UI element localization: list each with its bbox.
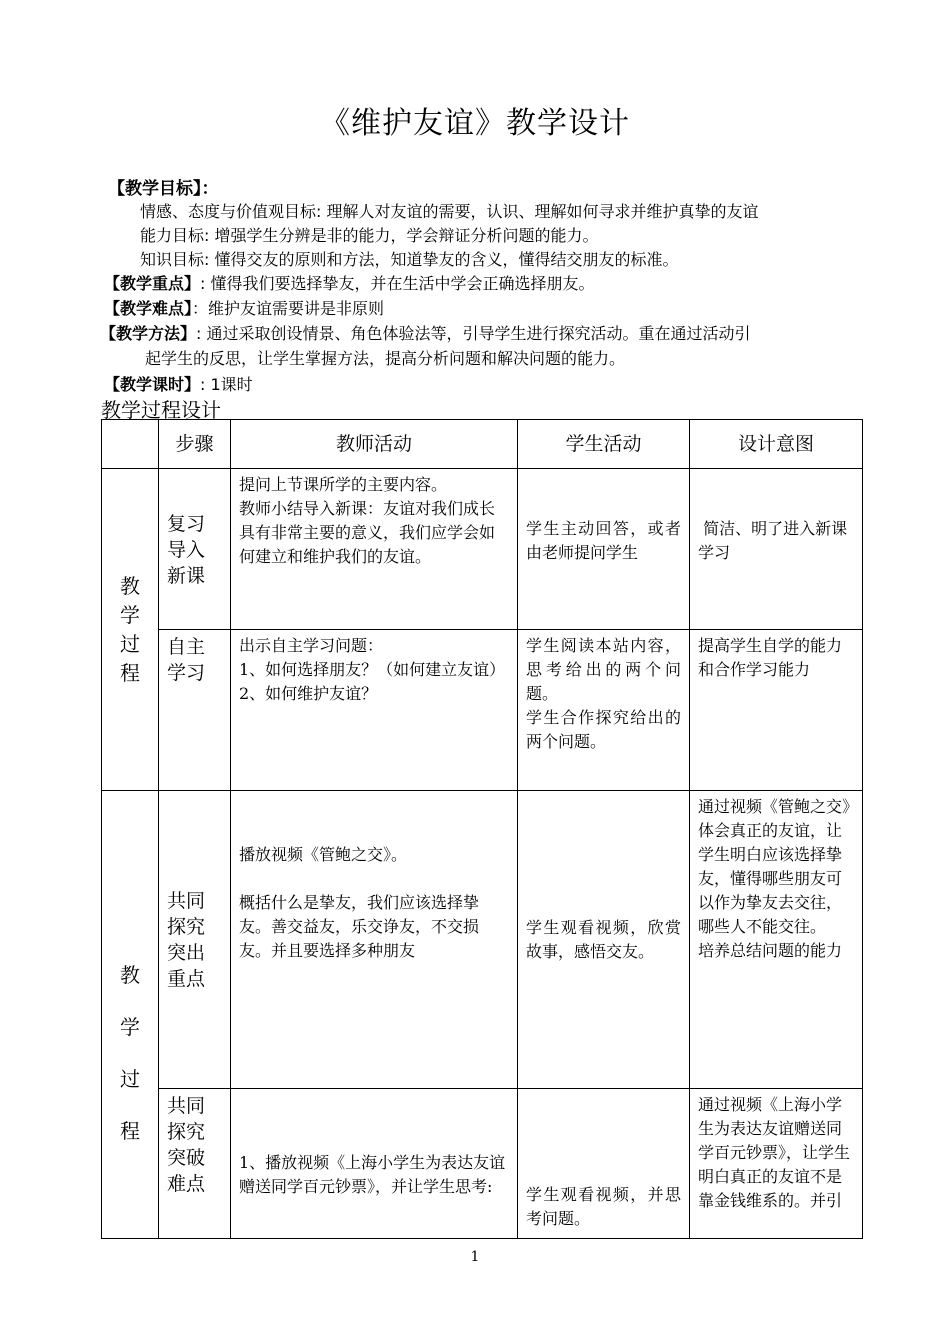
process-table	[101, 419, 863, 1239]
student-activity: 学生观看视频，欣赏故事，感悟交友。	[518, 791, 690, 1089]
method-line-1	[100, 321, 751, 344]
difficulty-label: 【教学难点】	[104, 299, 193, 318]
page-number: 1	[470, 1249, 480, 1265]
student-activity: 学生阅读本站内容，思考给出的两个问题。 学生合作探究给出的两个问题。	[518, 630, 690, 791]
key-point-text: : 懂得我们要选择挚友，并在生活中学会正确选择朋友。	[200, 274, 595, 293]
difficulty-text: ：维护友谊需要讲是非原则	[192, 299, 385, 318]
header-blank	[102, 420, 159, 469]
teacher-activity: 提问上节课所学的主要内容。 教师小结导入新课：友谊对我们成长具有非常主要的意义，我们应学会如何建立和维护我们的友谊。	[231, 469, 518, 630]
hours-text: : 1课时	[200, 375, 253, 394]
design-intent: 通过视频《上海小学生为表达友谊赠送同学百元钞票》，让学生明白真正的友谊不是靠金钱维系的。并引	[690, 1089, 863, 1239]
key-point-label: 【教学重点】	[104, 274, 201, 293]
design-intent: 通过视频《管鲍之交》体会真正的友谊，让学生明白应该选择挚友，懂得哪些朋友可以作为挚友去交往，哪些人不能交往。 培养总结问题的能力	[690, 791, 863, 1089]
objectives-heading-text: 【教学目标】：	[108, 179, 219, 199]
student-activity: 学生观看视频，并思考问题。	[518, 1089, 690, 1239]
method-label: 【教学方法】	[100, 324, 197, 343]
header-intent: 设计意图	[690, 420, 863, 469]
header-student: 学生活动	[518, 420, 690, 469]
stage-cell-b	[102, 791, 159, 1239]
objectives-heading	[108, 174, 219, 199]
teacher-activity: 1、播放视频《上海小学生为表达友谊 赠送同学百元钞票》，并让学生思考:	[231, 1089, 518, 1239]
step-cell: 复习导入新课	[159, 469, 231, 630]
process-title: 教学过程设计	[101, 398, 221, 422]
step-cell: 共同探究突破难点	[159, 1089, 231, 1239]
key-point-line	[104, 271, 595, 294]
table-header-row	[102, 420, 863, 469]
table-row	[102, 469, 863, 630]
table-row	[102, 630, 863, 791]
design-intent: 提高学生自学的能力和合作学习能力	[690, 630, 863, 791]
stage-label-b: 教学过程	[120, 962, 140, 1143]
table-row	[102, 1089, 863, 1239]
hours-line	[104, 372, 253, 395]
objective-emotion: 情感、态度与价值观目标: 理解人对友谊的需要，认识、理解如何寻求并维护真挚的友谊	[140, 202, 759, 221]
method-line-2: 起学生的反思，让学生掌握方法，提高分析问题和解决问题的能力。	[145, 349, 626, 368]
step-cell: 共同探究突出重点	[159, 791, 231, 1089]
method-text-1: : 通过采取创设情景、角色体验法等，引导学生进行探究活动。重在通过活动引	[196, 324, 751, 343]
document-title: 《维护友谊》教学设计	[320, 106, 630, 141]
design-intent: 简洁、明了进入新课学习	[690, 469, 863, 630]
teacher-activity: 出示自主学习问题： 1、如何选择朋友？（如何建立友谊） 2、如何维护友谊？	[231, 630, 518, 791]
header-step: 步骤	[159, 420, 231, 469]
stage-label-a: 教学过程	[120, 573, 140, 685]
stage-cell-a	[102, 469, 159, 791]
header-teacher: 教师活动	[231, 420, 518, 469]
difficulty-line	[104, 296, 384, 319]
hours-label: 【教学课时】	[104, 375, 201, 394]
step-cell: 自主学习	[159, 630, 231, 791]
teacher-activity: 播放视频《管鲍之交》。 概括什么是挚友，我们应该选择挚友。善交益友，乐交诤友，不交损友。并且要选择多种朋友	[231, 791, 518, 1089]
student-activity: 学生主动回答，或者由老师提问学生	[518, 469, 690, 630]
table-row	[102, 791, 863, 1089]
objective-ability: 能力目标: 增强学生分辨是非的能力，学会辩证分析问题的能力。	[140, 226, 599, 245]
objective-knowledge: 知识目标: 懂得交友的原则和方法，知道挚友的含义，懂得结交朋友的标准。	[140, 250, 679, 269]
